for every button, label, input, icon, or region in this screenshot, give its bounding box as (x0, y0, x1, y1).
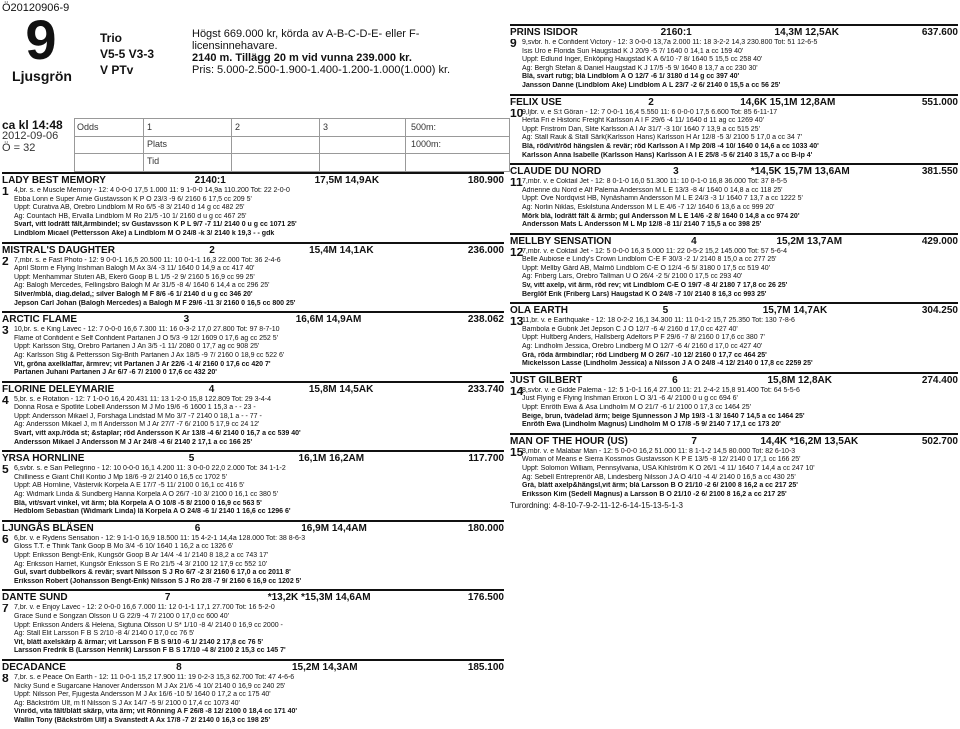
horse-entry (510, 233, 958, 300)
horse-record: 15,8M 12,8AK (767, 374, 832, 386)
grid-divider (405, 119, 406, 171)
horse-distance: 3 (673, 166, 679, 178)
horse-earnings: 429.000 (921, 235, 958, 247)
horse-distance: 6 (194, 522, 201, 534)
horse-line: Partanen Juhani Partanen J Ar 6/7 -6 7/ 2100 0 17,6 cc 432 20' (14, 369, 217, 377)
start-number: 3 (2, 326, 9, 338)
horse-line: Wallin Tony (Bäckström Ulf) a Svanstedt A Ax 17/8 -7 2/ 2140 0 16,3 cc 198 25' (14, 716, 271, 724)
horse-line: Lindblom Micael (Pettersson Åke) a Lindblom M Ö 24/8 -k 3/ 2140 k 19,3 - - gdk (14, 229, 275, 237)
horse-line: Äg: Widmark Linda & Sundberg Hanna Korpela A Ö 26/7 -10 3/ 2100 0 16,1 cc 380 5' (14, 491, 279, 499)
horse-entry (510, 433, 958, 500)
grid-odds-label: Odds (77, 122, 99, 132)
horse-body (2, 535, 504, 587)
horse-line: Herta Fri e Historic Freight Karlsson A I F 29/6 -4 11/ 1640 d 11 ag cc 1269 40' (522, 117, 764, 125)
horse-line: April Storm e Flying Irishman Balogh M Ax 3/4 -3 11/ 1640 0 14,9 a cc 417 40' (14, 265, 255, 273)
horse-entry (2, 450, 504, 517)
horse-line: Blå, vit/svart vinkel, vit ärm; blå Korpela A Ö 10/8 -5 8/ 2100 0 16,9 cc 563 5' (14, 499, 262, 507)
horse-distance: 7 (691, 435, 697, 447)
grid-divider (143, 119, 144, 171)
horse-name: OLA EARTH (510, 305, 568, 317)
horse-body (2, 465, 504, 517)
grid-plats: Plats (147, 139, 168, 149)
horse-record: 15,2M 14,3AM (291, 661, 358, 673)
horse-header (2, 311, 504, 326)
start-time: ca kl 14:48 (2, 118, 63, 132)
info-line-3: Pris: 5.000-2.500-1.900-1.400-1.200-1.000(1.000) kr. (192, 64, 451, 76)
start-number: 8 (2, 673, 9, 685)
horse-line: Enröth Ewa (Lindholm Magnus) Lindholm M Ö 17/8 -5 9/ 2140 7 17,1 cc 173 20' (522, 421, 781, 429)
odds-grid (74, 118, 510, 172)
left-entries (2, 172, 504, 729)
horse-line: Sv, vitt axelp, vit ärm, röd rev; vit Lindblom C-E Ö 19/7 -8 4/ 2180 7 17,8 cc 26 25' (522, 282, 788, 290)
horse-entry (2, 589, 504, 656)
horse-lines (14, 604, 504, 656)
grid-col-1: 1 (147, 122, 153, 132)
horse-earnings: 551.000 (921, 96, 958, 108)
horse-body (2, 187, 504, 239)
horse-entry (510, 302, 958, 369)
horse-line: 6,svbr. s. e San Pellegrino - 12: 10 0-0-0 16,1 4.200 11: 3 0-0-0 22,0 2.000 Tot: 34 1-1-2 (14, 465, 286, 473)
horse-line: Bambola e Gubrik Jet Jepson C J Ö 12/7 -6 4/ 2160 d 17,0 cc 427 40' (522, 325, 738, 333)
grid-col-3: 3 (323, 122, 329, 132)
horse-earnings: 180.000 (467, 522, 504, 534)
race-number: 9 (25, 8, 57, 71)
horse-name: YRSA HORNLINE (2, 453, 85, 465)
horse-line: Uppf: Curativa AB, Örebro Lindblom M Ro 6/5 -8 3/ 2140 d 14 g cc 482 25' (14, 204, 245, 212)
horse-earnings: 117.700 (468, 453, 504, 465)
race-code: Ö20120906-9 (2, 2, 70, 14)
horse-line: Äg: Balogh Mercedes, Fellingsbro Balogh M År 31/5 -8 4/ 1640 6 14,4 a cc 296 25' (14, 282, 270, 290)
horse-line: Grå, röda ärmbindlar; röd Lindberg M Ö 26/7 -10 12/ 2160 0 17,7 cc 464 25' (522, 351, 767, 359)
horse-header (2, 172, 504, 187)
horse-line: 5,br. s. e Rotation - 12: 7 1-0-0 16,4 20.431 11: 13 1-2-0 15,8 122.809 Tot: 29 3-4-4 (14, 395, 271, 403)
horse-lines (14, 187, 504, 239)
horse-line: Andersson Mats L Andersson M L Mp 12/8 -8 11/ 2140 7 15,5 a cc 398 25' (522, 221, 762, 229)
horse-name: FELIX USE (510, 96, 562, 108)
grid-line (75, 153, 509, 154)
horse-entry (2, 659, 504, 726)
horse-record: *14,5K 15,7M 13,6AM (750, 166, 850, 178)
start-number: 6 (2, 534, 9, 546)
horse-line: 6,br. v. e Rydens Sensation - 12: 9 1-1-0 16,9 18.500 11: 15 4-2-1 14,4a 128.000 Tot: 38 8-6-3 (14, 534, 306, 542)
horse-line: 9,svbr. h. e Confident Victory - 12: 3 0-0-0 13,7a 2.000 11: 18 3-2-2 14,3 230.800 Tot: 51 12-6-5 (522, 39, 818, 46)
horse-earnings: 185.100 (467, 661, 504, 673)
horse-name: FLORINE DELEYMARIE (2, 383, 115, 395)
horse-earnings: 176.500 (467, 592, 504, 604)
horse-entry (2, 520, 504, 587)
horse-header (2, 450, 504, 465)
horse-header (510, 433, 958, 448)
horse-distance: 3 (183, 314, 190, 326)
horse-line: Äg: Andersson Mikael J, m fl Andersson M J Ar 27/7 -7 6/ 2100 5 17,9 cc 24 12' (14, 421, 260, 429)
grid-tid: Tid (147, 156, 160, 166)
horse-record: 17,5M 14,9AK (314, 175, 380, 186)
horse-record: 15,4M 14,1AK (309, 244, 374, 256)
horse-record: 15,2M 13,7AM (776, 235, 843, 247)
right-entries (510, 24, 958, 511)
start-number: 1 (2, 187, 9, 198)
horse-line: Eriksson Robert (Johansson Bengt-Erik) Nilsson S J Ro 2/8 -7 9/ 2160 6 16,9 cc 1202 5' (14, 577, 302, 585)
horse-line: 7,mbr. v. e Coktail Jet - 12: 8 0-1-0 16,0 51.300 11: 10 0-1-0 16,8 36.000 Tot: 37 8-5-5 (522, 178, 787, 186)
horse-line: Vit, gröna axelklaffar, ärmrev; vit Partanen J Ar 22/6 -1 4/ 2160 0 17,6 cc 420 7' (14, 360, 271, 368)
horse-line: Berglöf Erik (Friberg Lars) Haugstad K Ö 24/8 -7 10/ 2140 8 16,3 cc 993 25' (522, 290, 767, 298)
horse-header (510, 163, 958, 178)
start-number: 9 (510, 39, 517, 50)
horse-body (510, 39, 958, 91)
horse-body (2, 604, 504, 656)
horse-line: Vinröd, vita fält/blått skärp, vita ärm; vit Rönning A F 26/8 -8 12/ 2100 0 18,4 cc 171 40' (14, 708, 298, 716)
horse-body (2, 396, 504, 448)
horse-lines (14, 535, 504, 587)
horse-line: 11,br. v. e Earthquake - 12: 18 0-2-2 16,1 34.300 11: 11 0-1-2 15,7 25.350 Tot: 130 7-8-6 (522, 317, 795, 325)
horse-line: 9,ljbr. v. e S:t Göran - 12: 7 0-0-1 16,4 5.550 11: 6 0-0-0 17,5 6.600 Tot: 85 6-11-17 (522, 108, 778, 116)
horse-header (2, 242, 504, 257)
horse-entry (2, 242, 504, 309)
horse-record: 14,3M 12,5AK (774, 27, 840, 38)
horse-line: Äg: Bergh Stefan & Daniel Haugstad K J 17/5 -5 9/ 1640 8 13,7 a cc 230 30' (522, 64, 758, 72)
horse-line: Uppf: Hultberg Anders, Hallsberg Ädeltors P F 29/6 -7 8/ 2160 0 17,6 cc 380 7' (522, 334, 765, 342)
horse-name: LADY BEST MEMORY (2, 175, 106, 186)
horse-lines (14, 674, 504, 726)
horse-line: Äg: Stall Elit Larsson F B S 2/10 -8 4/ 2140 0 17,0 cc 76 5' (14, 630, 195, 638)
horse-line: 7,br. v. e Enjoy Lavec - 12: 2 0-0-0 16,6 7.000 11: 12 0-1-1 17,1 27.700 Tot: 16 5-2-0 (14, 604, 275, 612)
horse-header (2, 520, 504, 535)
horse-lines (522, 248, 958, 300)
horse-earnings: 236.000 (467, 244, 504, 256)
horse-lines (14, 396, 504, 448)
horse-header (510, 372, 958, 387)
horse-header (510, 94, 958, 109)
start-number: 12 (510, 247, 524, 259)
horse-lines (522, 39, 958, 91)
horse-body (510, 109, 958, 161)
horse-distance: 4 (208, 383, 215, 395)
horse-line: Uppf: Fristrom Dan, Slite Karlsson A I Ar 31/7 -3 10/ 1640 7 13,9 a cc 515 25' (522, 125, 760, 133)
horse-distance: 2140:1 (194, 175, 226, 186)
horse-line: Donna Rosa e Spotlite Lobell Andersson M J Mo 19/6 -6 1600 1 15,3 a - - 23 - (14, 404, 256, 412)
start-number: 15 (510, 447, 524, 459)
horse-lines (14, 465, 504, 517)
horse-header (510, 302, 958, 317)
grid-col-2: 2 (235, 122, 241, 132)
horse-body (510, 317, 958, 369)
horse-record: 14,4K *16,2M 13,5AK (760, 435, 859, 447)
horse-body (2, 674, 504, 726)
start-number: 2 (2, 256, 9, 268)
horse-line: Uppf: Nilsson Per, Fjugesta Andersson M J Ax 16/6 -10 5/ 1640 0 17,2 a cc 175 40' (14, 691, 271, 699)
horse-line: Silver/mblå, diag.delad,; silver Balogh M F 8/6 -6 1/ 2140 d u g cc 346 20' (14, 290, 253, 298)
info-line-2: 2140 m. Tillägg 20 m vid vunna 239.000 kr. (192, 52, 412, 64)
horse-name: JUST GILBERT (510, 374, 583, 386)
horse-line: Hedblom Sebastian (Widmark Linda) lä Korpela A Ö 24/8 -6 1/ 2140 1 16,6 cc 1296 6' (14, 508, 291, 516)
horse-line: Uppf: AB Hornline, Västervik Korpela A E 17/7 -5 11/ 2100 0 16,1 cc 416 5' (14, 482, 245, 490)
horse-earnings: 502.700 (921, 435, 958, 447)
start-number: 4 (2, 395, 9, 407)
horse-record: *13,2K *15,3M 14,6AM (267, 592, 371, 604)
horse-lines (522, 178, 958, 230)
horse-line: 8,mbr. v. e Malabar Man - 12: 5 0-0-0 16,2 51.000 11: 8 1-1-2 14,5 80.000 Tot: 82 6-10-3 (522, 447, 796, 455)
horse-line: Äg: Karlsson Stig & Pettersson Sig-Brith Partanen J Ax 18/5 -9 7/ 2160 0 18,9 cc 522 6' (14, 351, 285, 359)
horse-lines (522, 317, 958, 369)
horse-line: Uppf: Andersson Mikael J, Forshaga Lindstad M Mo 3/7 -7 2140 0 18,1 a - - 77 - (14, 412, 262, 420)
horse-distance: 5 (188, 453, 195, 465)
horse-line: Andersson Mikael J Andersson M J Ar 24/8 -4 6/ 2140 2 17,1 a cc 166 25' (14, 438, 253, 446)
horse-line: 10,br. s. e King Lavec - 12: 7 0-0-0 16,6 7.300 11: 16 0-3-2 17,0 27.800 Tot: 97 8-7-10 (14, 326, 280, 334)
horse-lines (14, 326, 504, 378)
horse-line: Blå, svart rutig; blå Lindblom Å Ö 12/7 -6 1/ 3180 d 14 g cc 397 40' (522, 73, 740, 81)
horse-distance: 2160:1 (660, 27, 692, 38)
start-number: 5 (2, 465, 9, 477)
horse-header (2, 381, 504, 396)
grid-divider (319, 119, 320, 171)
horse-distance: 2 (209, 244, 215, 256)
horse-distance: 6 (672, 374, 678, 386)
horse-line: Belle Aubiose e Lindy's Crown Lindblom C-E F 30/3 -2 1/ 2140 8 15,0 a cc 277 25' (522, 256, 777, 264)
horse-line: Grå, blått axelp&hängsl,vit ärm; blå Larsson B Ö 21/10 -2 6/ 2100 8 16,2 a cc 217 25' (522, 482, 798, 490)
horse-line: Karlsson Anna Isabelle (Karlsson Hans) Karlsson A I E 25/8 -5 6/ 2140 3 15,7 a cc B-lp 4' (522, 151, 813, 159)
horse-body (510, 178, 958, 230)
horse-line: Beige, brun, tvådelad ärm; beige Sjunnesson J Mp 19/3 -1 3/ 1640 7 14,5 a cc 1464 25' (522, 412, 805, 420)
horse-line: Äg: Bäckström Ulf, m fl Nilsson S J Ax 14/7 -5 9/ 2100 0 17,4 cc 1073 40' (14, 699, 240, 707)
horse-line: Äg: Stall Rauk & Stall Särk(Karlsson Hans) Karlsson H Ar 12/8 -5 3/ 2100 5 17,0 a cc 34 7' (522, 134, 802, 142)
start-number: 13 (510, 317, 524, 329)
venue-label: Ljusgrön (12, 68, 72, 84)
horse-entry (2, 381, 504, 448)
horse-body (510, 387, 958, 430)
horse-earnings: 274.400 (921, 374, 958, 386)
horse-line: Uppf: Eriksson Anders & Helena, Sigtuna Olsson U S* 1/10 -8 4/ 2140 0 16,9 cc 2000 - (14, 621, 283, 629)
horse-line: Blå, röd/vit/röd hängslen & revär; röd Karlsson A I Mp 20/8 -4 10/ 1640 0 14,6 a cc 1033 40' (522, 142, 819, 150)
horse-line: Gul, svart dubbelkors & revär; svart Nilsson S J Ro 6/7 -2 3/ 2160 6 17,0 a cc 2011 8' (14, 569, 291, 577)
horse-line: Gloss T.T. e Think Tank Goop B Mo 3/4 -6 10/ 1640 1 16,2 a cc 1326 6' (14, 543, 234, 551)
horse-line: Uppf: Mellby Gård AB, Malmö Lindblom C-E Ö 12/4 -6 5/ 3180 0 17,5 cc 519 40' (522, 264, 771, 272)
horse-line: Äg: Lindholm Jessica, Örebro Lindberg M Ö 12/7 -6 4/ 2160 d 17,0 cc 427 40' (522, 343, 763, 351)
race-info (192, 28, 492, 76)
horse-earnings: 238.062 (467, 314, 504, 326)
horse-line: 7,mbr. s. e Fast Photo - 12: 9 0-0-1 16,5 20.500 11: 10 0-1-1 16,3 22.000 Tot: 36 2-4-6 (14, 256, 281, 264)
horse-record: 14,6K 15,1M 12,8AM (740, 96, 836, 108)
horse-body (2, 326, 504, 378)
horse-name: DANTE SUND (2, 592, 68, 604)
race-type-1: Trio (100, 31, 123, 45)
horse-body (510, 448, 958, 500)
horse-line: 4,br. s. e Muscle Memory - 12: 4 0-0-0 17,5 1.000 11: 9 1-0-0 14,9a 110.200 Tot: 22 2-0-0 (14, 187, 290, 194)
horse-line: Uppf: Edlund Inger, Enköping Haugstad K Å 6/10 -7 8/ 1640 5 15,5 cc 258 40' (522, 56, 763, 64)
horse-line: Mickelsson Lasse (Lindholm Jessica) a Nilsson J A Ö 24/8 -4 12/ 2140 0 17,8 cc 2259 25' (522, 360, 813, 368)
horse-name: MISTRAL'S DAUGHTER (2, 244, 115, 256)
horse-distance: 7 (164, 592, 171, 604)
oe-value: Ö = 32 (2, 142, 36, 154)
horse-entry (2, 311, 504, 378)
horse-line: 7,br. s. e Peace On Earth - 12: 11 0-0-1 15,2 17.900 11: 19 0-2-3 15,3 62.700 Tot: 47 4-6-6 (14, 673, 295, 681)
race-date: 2012-09-06 (2, 130, 59, 142)
horse-record: 16,6M 14,9AM (295, 314, 362, 326)
start-number: 14 (510, 386, 524, 398)
horse-line: Uppf: Karlsson Stig, Örebro Partanen J Ån 3/5 -1 11/ 2080 0 17,7 ag cc 908 25' (14, 343, 260, 351)
horse-line: Nicky Sund e Sugarcane Hanover Andersson M J Ax 21/6 -4 10/ 2140 0 16,9 cc 240 25' (14, 682, 286, 690)
horse-line: Uppf: Solomon William, Pennsylvania, USA Kihlström K Ö 26/1 -4 11/ 1640 7 14,4 a cc 247 10' (522, 464, 815, 472)
horse-name: ARCTIC FLAME (2, 314, 77, 326)
horse-line: Svart, vitt axp./röda st; &staplar; röd Andersson K Ar 13/8 -4 6/ 2140 0 16,7 a cc 539 40' (14, 430, 301, 438)
horse-line: Äg: Sebell Entreprenör AB, Lindesberg Nilsson J A Ö 4/10 -4 4/ 2140 0 16,5 a cc 430 25' (522, 473, 796, 481)
horse-line: 7,mbr. v. e Coktail Jet - 12: 5 0-0-0 16,3 5.000 11: 22 0-5-2 15,2 145.000 Tot: 57 5-6-4 (522, 247, 787, 255)
horse-entry (510, 24, 958, 91)
horse-name: LJUNGÅS BLÄSEN (2, 522, 94, 534)
horse-line: Uppf: Eriksson Bengt-Erik, Kungsör Goop B Ar 14/4 -4 1/ 2140 8 18,2 a cc 743 17' (14, 552, 269, 559)
horse-line: Äg: Countach HB, Ervalla Lindblom M Ro 21/5 -10 1/ 2160 d u g cc 467 25' (14, 212, 247, 220)
horse-line: Woman of Means e Sierra Kossmos Gustavsson K P E 13/5 -8 12/ 2140 0 17,1 cc 166 25' (522, 456, 801, 464)
horse-header (510, 24, 958, 39)
horse-line: Just Flying e Flying Irishman Erixon L Ö 3/1 -6 4/ 2100 0 u g cc 694 6' (522, 395, 738, 403)
horse-line: Äg: Friberg Lars, Örebro Tallman U Ö 26/4 -2 5/ 2100 0 17,5 cc 293 40' (522, 273, 743, 281)
horse-line: Flame of Confident e Self Confident Partanen J Ö 5/3 -9 12/ 1609 0 17,6 ag cc 252 5' (14, 334, 279, 342)
horse-name: MAN OF THE HOUR (US) (510, 435, 628, 447)
grid-divider (231, 119, 232, 171)
race-type (100, 30, 154, 78)
horse-distance: 4 (691, 235, 697, 247)
horse-lines (522, 448, 958, 500)
horse-entry (510, 94, 958, 161)
horse-line: Isis Uro e Florida Sun Haugstad K J 20/9 -5 7/ 1640 0 14,1 a cc 159 40' (522, 47, 744, 55)
horse-earnings: 233.740 (467, 383, 504, 395)
horse-earnings: 381.550 (921, 166, 958, 178)
horse-name: PRINS ISIDOR (510, 27, 578, 38)
horse-line: Chilliness e Giant Chill Kontio J Mp 18/6 -9 2/ 2140 0 16,5 cc 1702 5' (14, 473, 228, 481)
horse-line: Mörk blå, lodrätt fält & ärmb; gul Andersson M L E 14/6 -2 8/ 1640 0 14,8 a cc 974 20' (522, 212, 800, 220)
grid-1000m: 1000m: (411, 139, 442, 149)
horse-record: 16,1M 16,2AM (298, 453, 365, 465)
horse-header (510, 233, 958, 248)
horse-distance: 2 (648, 96, 654, 108)
start-number: 7 (2, 604, 9, 616)
horse-name: DECADANCE (2, 661, 66, 673)
horse-lines (14, 257, 504, 309)
horse-line: Grace Sund e Songzan Olsson U G 22/9 -4 7/ 2100 0 17,0 cc 600 40' (14, 612, 229, 620)
horse-line: Äg: Eriksson Harriet, Kungsör Eriksson S E Ro 21/5 -4 3/ 2100 12 17,9 cc 552 10' (14, 560, 268, 568)
horse-header (2, 589, 504, 604)
race-type-2: V5-5 V3-3 (100, 47, 155, 61)
horse-lines (522, 109, 958, 161)
horse-name: MELLBY SENSATION (510, 235, 612, 247)
grid-500m: 500m: (411, 122, 437, 132)
horse-line: Uppf: Enröth Ewa & Åsa Lindholm M Ö 21/7 -6 1/ 2100 0 17,3 cc 1464 25' (522, 404, 751, 411)
horse-record: 15,7M 14,7AK (762, 305, 828, 317)
horse-lines (522, 387, 958, 430)
horse-record: 15,8M 14,5AK (308, 383, 374, 395)
info-line-1: Högst 669.000 kr, körda av A-B-C-D-E- eller F- licensinnehavare. (192, 28, 420, 52)
horse-line: Äg: Norlin Niklas, Eskilstuna Andersson M L E 4/6 -7 12/ 1640 6 13,6 a cc 999 20' (522, 203, 775, 211)
horse-line: 8,svbr. v. e Gidde Palema - 12: 5 1-0-1 16,4 27.100 11: 21 2-4-2 15,8 91.400 Tot: 64 5-5-6 (522, 386, 800, 394)
horse-line: Adrienne du Nord e Alf Palema Andersson M L E 13/3 -8 4/ 1640 0 14,8 a cc 118 25' (522, 186, 783, 194)
horse-line: Eriksson Kim (Sedell Magnus) a Larsson B Ö 21/10 -2 6/ 2100 8 16,2 a cc 217 25' (522, 490, 787, 498)
horse-body (2, 257, 504, 309)
horse-earnings: 637.600 (921, 27, 958, 38)
horse-line: Uppf: Menhammar Stuteri AB, Ekerö Goop B L 1/5 -2 9/ 2160 5 16,9 cc 99 25' (14, 273, 255, 281)
horse-name: CLAUDE DU NORD (510, 166, 602, 178)
horse-earnings: 304.250 (921, 305, 958, 317)
horse-body (510, 248, 958, 300)
horse-entry (2, 172, 504, 239)
horse-line: Larsson Fredrik B (Larsson Henrik) Larsson F B S 17/10 -4 8/ 2100 2 15,3 cc 145 7' (14, 647, 286, 655)
race-type-3: V PTv (100, 63, 134, 77)
horse-line: Svart, vitt lodrätt fält,ärmbindel; sv Gustavsson K P L 9/7 -7 11/ 2140 0 u g cc 1071 25' (14, 221, 297, 229)
horse-entry (510, 372, 958, 430)
horse-distance: 5 (662, 305, 669, 317)
horse-line: Uppf: Ove Nordqvist HB, Nynäshamn Andersson M L E 24/3 -3 1/ 1640 7 13,7 a cc 1222 5' (522, 195, 803, 203)
horse-line: Vit, blått axelskärp & ärmar; vit Larsson F B S 9/10 -6 1/ 2140 2 17,8 cc 76 5' (14, 638, 263, 646)
horse-entry (510, 163, 958, 230)
grid-line (75, 136, 509, 137)
horse-line: Ebba Lonn e Super Arnie Gustavsson K P Ö 23/3 -9 6/ 2160 6 17,5 cc 209 5' (14, 195, 252, 203)
horse-line: Jansson Danne (Lindblom Åke) Lindblom Å L 23/7 -2 6/ 2140 0 15,5 a cc 56 25' (522, 81, 781, 89)
horse-distance: 8 (176, 661, 182, 673)
horse-earnings: 180.900 (467, 175, 504, 186)
start-number: 11 (510, 178, 523, 190)
turordning: Turordning: 4-8-10-7-9-2-11-12-6-14-15-13-5-1-3 (510, 501, 683, 511)
horse-line: Jepson Carl Johan (Balogh Mercedes) a Balogh M F 29/6 -11 3/ 2160 0 16,5 cc 800 25' (14, 299, 296, 307)
start-number: 10 (510, 108, 524, 120)
horse-record: 16,9M 14,4AM (301, 522, 367, 534)
